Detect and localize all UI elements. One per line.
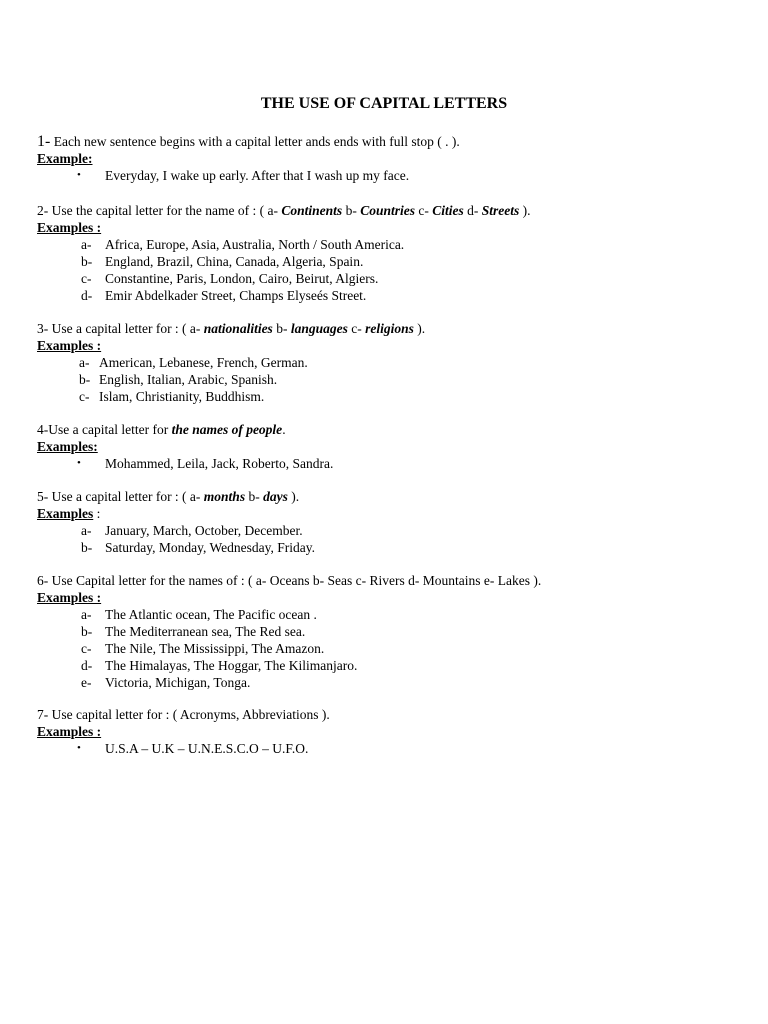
list-item-text: Constantine, Paris, London, Cairo, Beirut, Algiers. <box>105 271 379 286</box>
list-item <box>37 167 737 184</box>
section-6 <box>37 572 737 691</box>
list-item <box>37 522 737 539</box>
keyword: Countries <box>360 203 415 218</box>
keyword: the names of people <box>171 422 283 437</box>
section-1 <box>37 133 737 184</box>
rule-2-sep: d- <box>463 203 482 218</box>
list-item <box>37 253 737 270</box>
list-marker: b- <box>81 254 93 269</box>
page-title: THE USE OF CAPITAL LETTERS <box>260 95 508 112</box>
section-2 <box>37 202 737 304</box>
rule-6: 6- Use Capital letter for the names of : ( a- Oceans b- Seas c- Rivers d- Mountains e- Lakes ). <box>37 573 542 588</box>
list-marker: d- <box>81 658 93 673</box>
rule-1-number: 1- <box>37 133 51 150</box>
list-marker: b- <box>79 372 91 387</box>
list-item <box>37 354 737 371</box>
examples-suffix: : <box>93 506 101 521</box>
list-item <box>37 539 737 556</box>
rule-2-sep: b- <box>342 203 361 218</box>
rule-3 <box>37 320 737 337</box>
bullet-icon: • <box>77 457 81 469</box>
rule-1 <box>37 133 737 150</box>
list-item-text: U.S.A – U.K – U.N.E.S.C.O – U.F.O. <box>105 741 309 756</box>
list-marker: a- <box>81 607 92 622</box>
list-item-text: Islam, Christianity, Buddhism. <box>99 389 265 404</box>
list-item <box>37 371 737 388</box>
examples-label-1: Example: <box>37 151 93 166</box>
list-item <box>37 270 737 287</box>
list-item <box>37 606 737 623</box>
list-marker: d- <box>81 288 93 303</box>
rule-3-sep: b- <box>272 321 291 336</box>
list-item <box>37 455 737 472</box>
list-item-text: Emir Abdelkader Street, Champs Elyseés Street. <box>105 288 367 303</box>
rule-2-text: 2- Use the capital letter for the name of : ( a- <box>37 203 282 218</box>
examples-label-2: Examples : <box>37 220 102 235</box>
keyword: religions <box>365 321 414 336</box>
rule-5-sep: b- <box>245 489 264 504</box>
list-marker: c- <box>79 389 90 404</box>
rule-4-end: . <box>282 422 286 437</box>
section-3 <box>37 320 737 405</box>
examples-label-6: Examples : <box>37 590 102 605</box>
bullet-icon: • <box>77 169 81 181</box>
list-item <box>37 740 737 757</box>
list-item-text: The Himalayas, The Hoggar, The Kilimanjaro. <box>105 658 358 673</box>
rule-1-text: Each new sentence begins with a capital letter ands ends with full stop ( . ). <box>50 134 460 149</box>
list-item-text: The Atlantic ocean, The Pacific ocean . <box>105 607 317 622</box>
list-item-text: Mohammed, Leila, Jack, Roberto, Sandra. <box>105 456 334 471</box>
list-marker: a- <box>79 355 90 370</box>
keyword: days <box>263 489 288 504</box>
rule-4-text: 4-Use a capital letter for <box>37 422 172 437</box>
list-item-text: Victoria, Michigan, Tonga. <box>105 675 251 690</box>
list-marker: b- <box>81 540 93 555</box>
rule-2-sep: c- <box>414 203 433 218</box>
list-item-text: American, Lebanese, French, German. <box>99 355 308 370</box>
list-marker: e- <box>81 675 92 690</box>
examples-label-5-line <box>37 505 737 522</box>
list-item <box>37 674 737 691</box>
rule-4 <box>37 421 737 438</box>
list-marker: a- <box>81 237 92 252</box>
list-item-text: Africa, Europe, Asia, Australia, North / South America. <box>105 237 405 252</box>
list-item-text: The Mediterranean sea, The Red sea. <box>105 624 306 639</box>
rule-7: 7- Use capital letter for : ( Acronyms, Abbreviations ). <box>37 707 330 722</box>
list-item <box>37 623 737 640</box>
list-marker: b- <box>81 624 93 639</box>
keyword: Cities <box>432 203 464 218</box>
list-marker: c- <box>81 271 92 286</box>
list-item <box>37 657 737 674</box>
rule-2-end: ). <box>519 203 531 218</box>
list-item <box>37 640 737 657</box>
examples-label-5: Examples <box>37 506 94 521</box>
rule-3-end: ). <box>413 321 426 336</box>
examples-label-4: Examples: <box>37 439 98 454</box>
bullet-icon: • <box>77 742 81 754</box>
keyword: nationalities <box>203 321 273 336</box>
keyword: months <box>203 489 246 504</box>
list-item <box>37 388 737 405</box>
keyword: Streets <box>481 203 520 218</box>
list-marker: c- <box>81 641 92 656</box>
examples-label-3: Examples : <box>37 338 102 353</box>
section-7 <box>37 706 737 757</box>
rule-5-text: 5- Use a capital letter for : ( a- <box>37 489 204 504</box>
rule-5-end: ). <box>287 489 300 504</box>
section-4 <box>37 421 737 472</box>
keyword: languages <box>290 321 348 336</box>
list-item-text: The Nile, The Mississippi, The Amazon. <box>105 641 325 656</box>
list-item <box>37 287 737 304</box>
examples-label-7: Examples : <box>37 724 102 739</box>
list-item-text: January, March, October, December. <box>105 523 303 538</box>
rule-3-sep: c- <box>347 321 366 336</box>
list-item-text: Everyday, I wake up early. After that I wash up my face. <box>105 168 410 183</box>
list-item-text: English, Italian, Arabic, Spanish. <box>99 372 278 387</box>
list-item <box>37 236 737 253</box>
list-item-text: England, Brazil, China, Canada, Algeria, Spain. <box>105 254 364 269</box>
section-5 <box>37 488 737 556</box>
list-item-text: Saturday, Monday, Wednesday, Friday. <box>105 540 315 555</box>
keyword: Continents <box>281 203 343 218</box>
rule-5 <box>37 488 737 505</box>
rule-2 <box>37 202 737 219</box>
rule-3-text: 3- Use a capital letter for : ( a- <box>37 321 204 336</box>
list-marker: a- <box>81 523 92 538</box>
